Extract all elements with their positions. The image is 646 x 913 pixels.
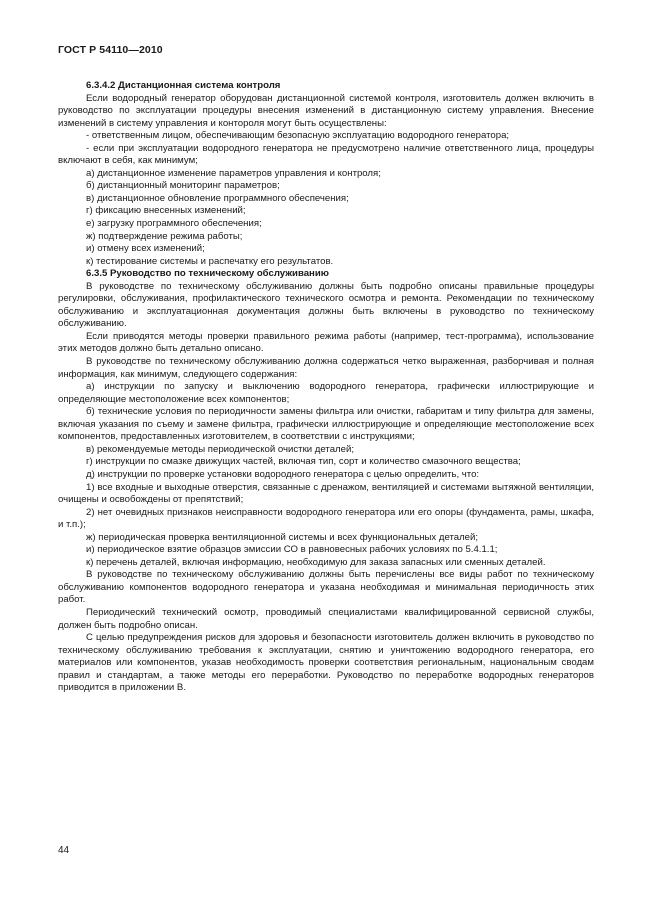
paragraph: Если приводятся методы проверки правильного режима работы (например, тест-программа), использование этих методов должно быть детально описано. (58, 330, 594, 355)
section-heading-635: 6.3.5 Руководство по техническому обслуживанию (86, 268, 329, 280)
paragraph: Периодический технический осмотр, проводимый специалистами квалифицированной сервисной службы, должен быть подробно описан. (58, 606, 594, 631)
paragraph: д) инструкции по проверке установки водородного генератора с целью определить, что: (86, 468, 480, 480)
paragraph: и) периодическое взятие образцов эмиссии СО в равновесных рабочих условиях по 5.4.1.1; (86, 544, 498, 556)
paragraph: 1) все входные и выходные отверстия, связанные с дренажом, вентиляцией и системами вытяжной вентиляции, очищены и освобождены от препятствий; (58, 481, 594, 506)
paragraph: а) дистанционное изменение параметров управления и контроля; (86, 167, 381, 179)
section-635-body (58, 281, 594, 695)
paragraph: Если водородный генератор оборудован дистанционной системой контроля, изготовитель должен включить в руководство по эксплуатации процедуры внесения изменений в дистанционную систему управления. Внесение изменений в систему управления и контороля могут быть осуществлены: (58, 92, 594, 129)
paragraph: С целью предупреждения рисков для здоровья и безопасности изготовитель должен включить в руководство по техническому обслуживанию требования к эксплуатации, снятию и уничтожению водородного генератора, его материалов или компонентов, указав необходимость проверки соответствия региональным, национальным сводам правил и стандартам, а также методы его переработки. Руководство по переработке водородных генераторов приводится в приложении В. (58, 632, 594, 694)
paragraph: 2) нет очевидных признаков неисправности водородного генератора или его опоры (фундамента, рамы, шкафа, и т.п.); (58, 506, 594, 531)
document-header: ГОСТ Р 54110—2010 (58, 44, 163, 56)
paragraph: ж) периодическая проверка вентиляционной системы и всех функциональных деталей; (86, 531, 479, 543)
paragraph: - ответственным лицом, обеспечивающим безопасную эксплуатацию водородного генератора; (86, 130, 510, 142)
paragraph: и) отмену всех изменений; (86, 243, 205, 255)
paragraph: В руководстве по техническому обслуживанию должны быть перечислены все виды работ по техническому обслуживанию компонентов водородного генератора и указана необходимая и минимальная периодичность этих работ. (58, 569, 594, 606)
section-6342-body (58, 93, 594, 269)
paragraph: - если при эксплуатации водородного генератора не предусмотрено наличие ответственного лица, процедуры включают в себя, как минимум; (58, 142, 594, 167)
paragraph: б) технические условия по периодичности замены фильтра или очистки, габаритам и типу фильтра для замены, включая указания по съему и замене фильтра, графически иллюстрирующие и определяющие местоположение всех компонентов, предоставленных изготовителем, в соответствии с инструкциями; (58, 406, 594, 443)
paragraph: г) фиксацию внесенных изменений; (86, 205, 246, 217)
paragraph: к) тестирование системы и распечатку его результатов. (86, 255, 334, 267)
paragraph: е) загрузку программного обеспечения; (86, 218, 262, 230)
document-body (58, 80, 594, 695)
section-heading-6342: 6.3.4.2 Дистанционная система контроля (86, 80, 281, 91)
paragraph: В руководстве по техническому обслуживанию должна содержаться четко выраженная, разборчивая и полная информация, как минимум, следующего содержания: (58, 356, 594, 380)
paragraph: б) дистанционный мониторинг параметров; (86, 180, 280, 192)
page-number: 44 (58, 845, 70, 856)
paragraph: г) инструкции по смазке движущих частей, включая тип, сорт и количество смазочного вещества; (86, 456, 521, 468)
paragraph: в) дистанционное обновление программного обеспечения; (86, 192, 349, 204)
paragraph: ж) подтверждение режима работы; (86, 230, 243, 242)
paragraph: а) инструкции по запуску и выключению водородного генератора, графически иллюстрирующие и определяющие местоположение всех компонентов; (58, 381, 594, 405)
paragraph: в) рекомендуемые методы периодической очистки деталей; (86, 443, 354, 455)
paragraph: В руководстве по техническому обслуживанию должны быть подробно описаны правильные процедуры регулировки, обслуживания, профилактического технического осмотра и ремонта. Рекомендации по техническому обслуживанию и эксплуатационная документация должны быть включены в руководство по техническому обслуживанию. (58, 280, 594, 330)
paragraph: к) перечень деталей, включая информацию, необходимую для заказа запасных или сменных деталей. (86, 556, 546, 568)
